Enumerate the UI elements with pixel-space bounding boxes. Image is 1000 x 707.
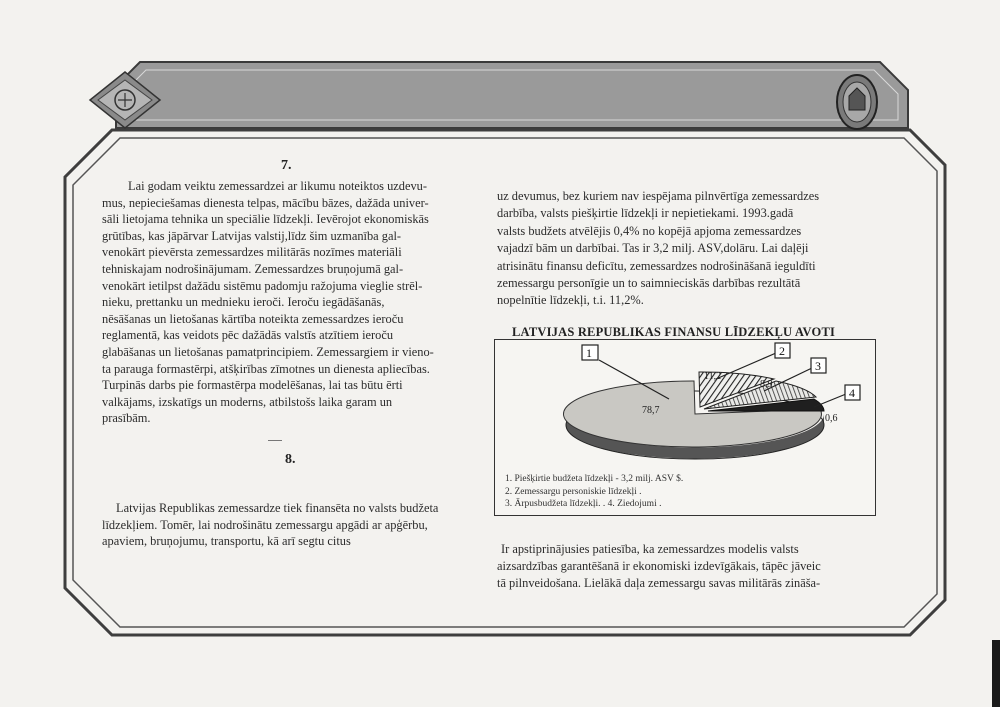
slice-value-2: 11,2 — [704, 371, 722, 382]
text-line: mus, nepieciešamas dienesta telpas, mācību bāzes, dažāda univer- — [102, 195, 429, 210]
text-line: nopelnītie līdzekļi, t.i. 11,2%. — [497, 293, 644, 308]
text-line: Turpinās darbs pie formastērpa modelēšanas, lai tas būtu ērti — [102, 378, 403, 393]
callout-line-4 — [814, 394, 846, 407]
callout-label-4: 4 — [849, 386, 855, 400]
text-line: ta parauga formastērpi, atšķirības zīmotnes un dienesta apliecības. — [102, 361, 430, 376]
text-line: valsts budžets atvēlējis 0,4% no kopējā apjoma zemessardzes — [497, 223, 802, 238]
text-line: aizsardzības garantēšanā ir ekonomiski izdevīgākais, tāpēc jāveic — [497, 559, 821, 573]
text-line: Lai godam veiktu zemessardzei ar likumu noteiktos uzdevu- — [128, 179, 428, 193]
text-line: grūtības, kas jāpārvar Latvijas valstij,līdz šim uzmanība gal- — [102, 228, 402, 243]
chart-title: LATVIJAS REPUBLIKAS FINANSU LĪDZEKĻU AVOTI — [512, 325, 836, 339]
legend-item-1: 1. Piešķirtie budžeta līdzekļi - 3,2 milj. ASV $. — [505, 474, 684, 484]
text-line: zemessargu personīgie un to saimnieciskās darbības rezultātā — [497, 276, 801, 291]
text-line: darbība, valsts piešķirtie līdzekļi ir nepietiekami. 1993.gadā — [497, 206, 794, 221]
callout-label-1: 1 — [586, 346, 592, 360]
slice-value-1: 78,7 — [642, 405, 660, 416]
text-line: nēsāšanas un lietošanas kārtība noteikta zemessardzes ieroču — [102, 311, 404, 326]
text-line: venokārt pievērsta zemessardzes militārās nozīmes materiāli — [102, 245, 402, 260]
slice-value-4: 0,6 — [825, 413, 838, 424]
right-emblem-icon — [837, 75, 877, 129]
callout-label-3: 3 — [815, 359, 821, 373]
text-line: atrisinātu finansu deficītu, zemessardzes nodrošināšanā ieguldīti — [497, 258, 816, 273]
text-line: venokārt ietilpst dažādu sistēmu padomju ražojuma vieglie strēl- — [102, 278, 423, 293]
text-line: līdzekļiem. Tomēr, lai nodrošinātu zemessargu apgādi ar apģērbu, — [102, 517, 428, 532]
text-line: uz devumus, bez kuriem nav iespējama pilnvērtīga zemessardzes — [497, 189, 820, 203]
section-number-7: 7. — [281, 158, 292, 173]
legend-item-3: 3. Ārpusbudžeta līdzekļi. . 4. Ziedojumi . — [505, 499, 662, 509]
right-paragraph-1 — [497, 188, 887, 310]
chart-legend — [505, 473, 683, 511]
text-line: glabāšanas un lietošanas pamatprincipiem. Zemessargiem ir vieno- — [102, 344, 434, 359]
left-paragraph-1 — [102, 178, 497, 427]
left-paragraph-2 — [102, 500, 497, 550]
legend-item-2: 2. Zemessargu personiskie līdzekļi . — [505, 486, 642, 497]
text-line: Latvijas Republikas zemessardze tiek finansēta no valsts budžeta — [116, 501, 439, 515]
text-line: reglamentā, kas veidots pēc dažādās valstīs atzītiem ieroču — [102, 328, 394, 343]
header-banner — [116, 62, 908, 128]
scan-edge-shadow — [992, 640, 1000, 707]
text-line: tā pilnveidošana. Lielākā daļa zemessargu savas militārās zināša- — [497, 576, 821, 590]
text-line: nieku, prettanku un mednieku ieroči. Ieroču iegādāšanās, — [102, 295, 385, 310]
text-line: prasībām. — [102, 411, 151, 426]
text-line: valkājams, izskatīgs un moderns, atbilstošs laika garam un — [102, 394, 393, 409]
right-paragraph-2 — [497, 541, 889, 592]
text-line: tehniskajam nodrošinājumam. Zemessardzes bruņojumā gal- — [102, 261, 404, 276]
text-line: Ir apstiprinājusies patiesība, ka zemessardzes modelis valsts — [501, 542, 799, 556]
dash-mark — [268, 440, 282, 441]
callout-label-2: 2 — [779, 344, 785, 358]
text-line: sāli lietojama tehnika un speciālie līdzekļi. Ievērojot ekonomiskās — [102, 212, 429, 227]
text-line: vajadzī bām un darbībai. Tas ir 3,2 milj. ASV,dolāru. Lai daļēji — [497, 241, 809, 256]
section-number-8: 8. — [285, 452, 296, 467]
text-line: apaviem, bruņojumu, transportu, kā arī segtu citus — [102, 534, 351, 549]
slice-value-3: 8,9 — [760, 379, 773, 390]
